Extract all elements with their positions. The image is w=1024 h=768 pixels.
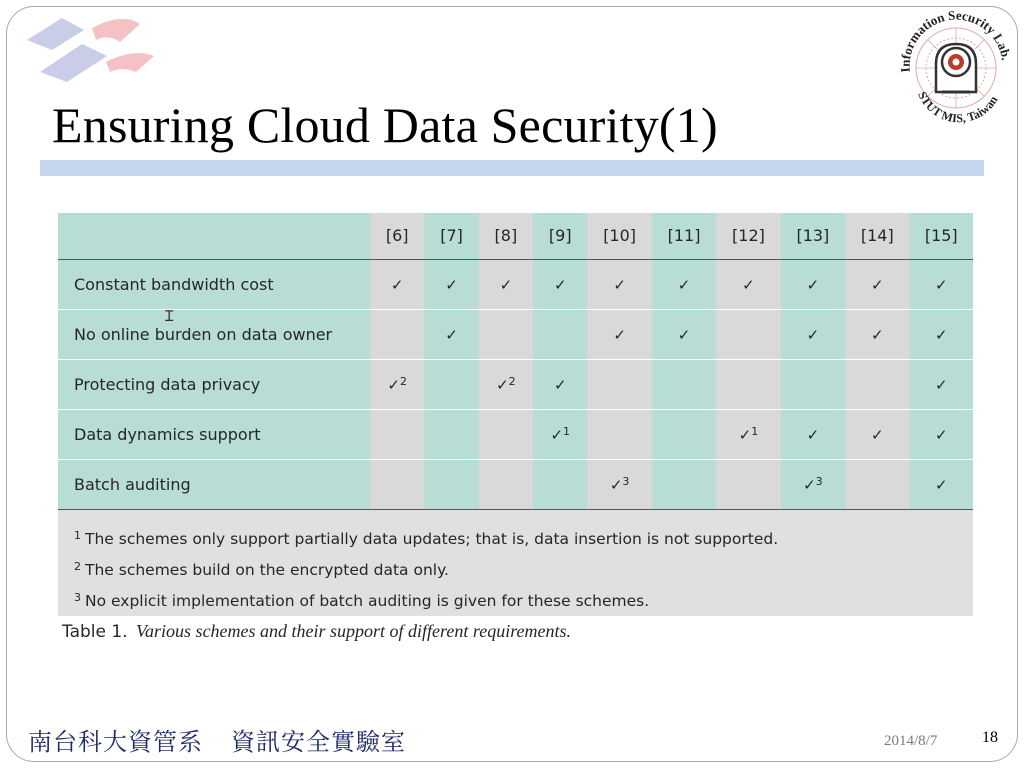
checkmark-icon: ✓ bbox=[677, 325, 691, 344]
checkmark-icon: ✓ bbox=[550, 425, 564, 444]
table-cell bbox=[716, 259, 780, 309]
table-footnotes bbox=[58, 510, 973, 616]
table-row bbox=[58, 259, 973, 309]
checkmark-icon: ✓ bbox=[934, 425, 948, 444]
column-header: [15] bbox=[910, 213, 973, 259]
footnote: $^2$ The schemes build on the encrypted data only. bbox=[74, 559, 449, 579]
table-cell bbox=[424, 259, 478, 309]
caption-text: Various schemes and their support of different requirements. bbox=[136, 621, 572, 641]
footnote-ref: 1 bbox=[563, 424, 571, 438]
column-header: [14] bbox=[845, 213, 909, 259]
table-cell bbox=[845, 259, 909, 309]
checkmark-icon: ✓ bbox=[445, 325, 458, 344]
table-cell bbox=[533, 309, 587, 359]
table-row bbox=[58, 309, 973, 359]
table-cell bbox=[652, 359, 716, 409]
table-caption bbox=[62, 621, 571, 642]
table-cell bbox=[781, 309, 845, 359]
table-cell bbox=[587, 259, 651, 309]
table-cell bbox=[370, 459, 424, 509]
table-corner-cell bbox=[58, 213, 370, 259]
column-header: [9] bbox=[533, 213, 587, 259]
table-cell bbox=[479, 459, 533, 509]
table-cell bbox=[533, 409, 587, 459]
footnote-ref: 1 bbox=[751, 424, 759, 438]
table-cell bbox=[845, 409, 909, 459]
column-header: [12] bbox=[716, 213, 780, 259]
checkmark-icon: ✓ bbox=[499, 275, 513, 294]
table-cell bbox=[910, 359, 973, 409]
footnote-ref: 3 bbox=[622, 474, 630, 488]
table-cell bbox=[533, 259, 587, 309]
table-cell bbox=[652, 259, 716, 309]
footnote-ref: 3 bbox=[815, 474, 823, 488]
table-cell bbox=[533, 359, 587, 409]
row-label: Data dynamics support bbox=[58, 409, 370, 459]
row-label: Protecting data privacy bbox=[58, 359, 370, 409]
footnote: $^3$ No explicit implementation of batch auditing is given for these schemes. bbox=[74, 590, 650, 610]
table-cell bbox=[424, 409, 478, 459]
checkmark-icon: ✓ bbox=[871, 325, 884, 344]
table-cell bbox=[781, 459, 845, 509]
column-header: [8] bbox=[479, 213, 533, 259]
requirements-table bbox=[58, 213, 973, 510]
slide-title: Ensuring Cloud Data Security(1) bbox=[52, 97, 718, 153]
checkmark-icon: ✓ bbox=[445, 275, 458, 294]
requirements-table-figure bbox=[58, 213, 973, 615]
table-cell bbox=[910, 409, 973, 459]
table-cell bbox=[424, 459, 478, 509]
table-cell bbox=[424, 359, 478, 409]
table-cell bbox=[370, 259, 424, 309]
checkmark-icon: ✓ bbox=[742, 275, 755, 294]
footer-department-name: 南台科大資管系 bbox=[28, 728, 203, 756]
checkmark-icon: ✓ bbox=[934, 275, 948, 294]
table-header-row bbox=[58, 213, 973, 259]
table-body bbox=[58, 259, 973, 509]
table-cell bbox=[716, 459, 780, 509]
table-cell bbox=[479, 359, 533, 409]
table-cell bbox=[479, 309, 533, 359]
table-cell bbox=[652, 409, 716, 459]
checkmark-icon: ✓ bbox=[738, 425, 752, 444]
table-cell bbox=[781, 409, 845, 459]
table-cell bbox=[587, 359, 651, 409]
svg-text:STUT MIS, Taiwan: STUT MIS, Taiwan bbox=[915, 89, 1001, 126]
checkmark-icon: ✓ bbox=[934, 375, 948, 394]
table-cell bbox=[587, 459, 651, 509]
table-cell bbox=[587, 309, 651, 359]
table-cell bbox=[845, 459, 909, 509]
table-cell bbox=[910, 259, 973, 309]
checkmark-icon: ✓ bbox=[803, 475, 816, 494]
table-cell bbox=[652, 459, 716, 509]
row-label: Constant bandwidth cost bbox=[58, 259, 370, 309]
checkmark-icon: ✓ bbox=[387, 375, 400, 394]
checkmark-icon: ✓ bbox=[553, 375, 567, 394]
table-cell bbox=[781, 259, 845, 309]
checkmark-icon: ✓ bbox=[806, 275, 820, 294]
column-header: [6] bbox=[370, 213, 424, 259]
row-label: No online burden on data owner bbox=[58, 309, 370, 359]
table-cell bbox=[479, 259, 533, 309]
column-header: [13] bbox=[781, 213, 845, 259]
footer-lab-name: 資訊安全實驗室 bbox=[231, 728, 406, 756]
checkmark-icon: ✓ bbox=[390, 275, 404, 294]
table-cell bbox=[845, 359, 909, 409]
table-cell bbox=[479, 409, 533, 459]
table-cell bbox=[370, 309, 424, 359]
checkmark-icon: ✓ bbox=[806, 425, 820, 444]
footer-department bbox=[28, 722, 406, 757]
caption-number: Table 1. bbox=[62, 622, 128, 642]
column-header: [7] bbox=[424, 213, 478, 259]
table-cell bbox=[370, 359, 424, 409]
security-lab-seal-icon bbox=[890, 2, 1020, 130]
table-cell bbox=[370, 409, 424, 459]
footer-date: 2014/8/7 bbox=[884, 733, 938, 749]
table-cell bbox=[910, 309, 973, 359]
checkmark-icon: ✓ bbox=[553, 275, 567, 294]
checkmark-icon: ✓ bbox=[934, 475, 948, 494]
table-row bbox=[58, 359, 973, 409]
checkmark-icon: ✓ bbox=[871, 425, 884, 444]
checkmark-icon: ✓ bbox=[496, 375, 509, 394]
table-cell bbox=[587, 409, 651, 459]
checkmark-icon: ✓ bbox=[613, 275, 626, 294]
page-number: 18 bbox=[982, 729, 998, 746]
swoosh-logo-icon bbox=[22, 10, 162, 90]
footnote-ref: 2 bbox=[399, 374, 407, 388]
footnote: $^1$ The schemes only support partially data updates; that is, data insertion is not supported. bbox=[74, 528, 779, 548]
checkmark-icon: ✓ bbox=[609, 475, 623, 494]
table-cell bbox=[845, 309, 909, 359]
row-label: Batch auditing bbox=[58, 459, 370, 509]
checkmark-icon: ✓ bbox=[934, 325, 948, 344]
table-row bbox=[58, 459, 973, 509]
table-cell bbox=[910, 459, 973, 509]
footnote-ref: 2 bbox=[508, 374, 516, 388]
text-cursor-icon: Ɪ bbox=[165, 307, 174, 325]
table-cell bbox=[716, 409, 780, 459]
column-header: [10] bbox=[587, 213, 651, 259]
table-cell bbox=[716, 359, 780, 409]
svg-text:Information Security Lab.: Information Security Lab. bbox=[897, 7, 1015, 73]
table-cell bbox=[424, 309, 478, 359]
table-cell bbox=[781, 359, 845, 409]
table-cell bbox=[652, 309, 716, 359]
checkmark-icon: ✓ bbox=[613, 325, 626, 344]
checkmark-icon: ✓ bbox=[871, 275, 884, 294]
table-row bbox=[58, 409, 973, 459]
column-header: [11] bbox=[652, 213, 716, 259]
table-cell bbox=[716, 309, 780, 359]
checkmark-icon: ✓ bbox=[806, 325, 820, 344]
title-underline-bar bbox=[40, 160, 984, 176]
table-cell bbox=[533, 459, 587, 509]
checkmark-icon: ✓ bbox=[677, 275, 691, 294]
